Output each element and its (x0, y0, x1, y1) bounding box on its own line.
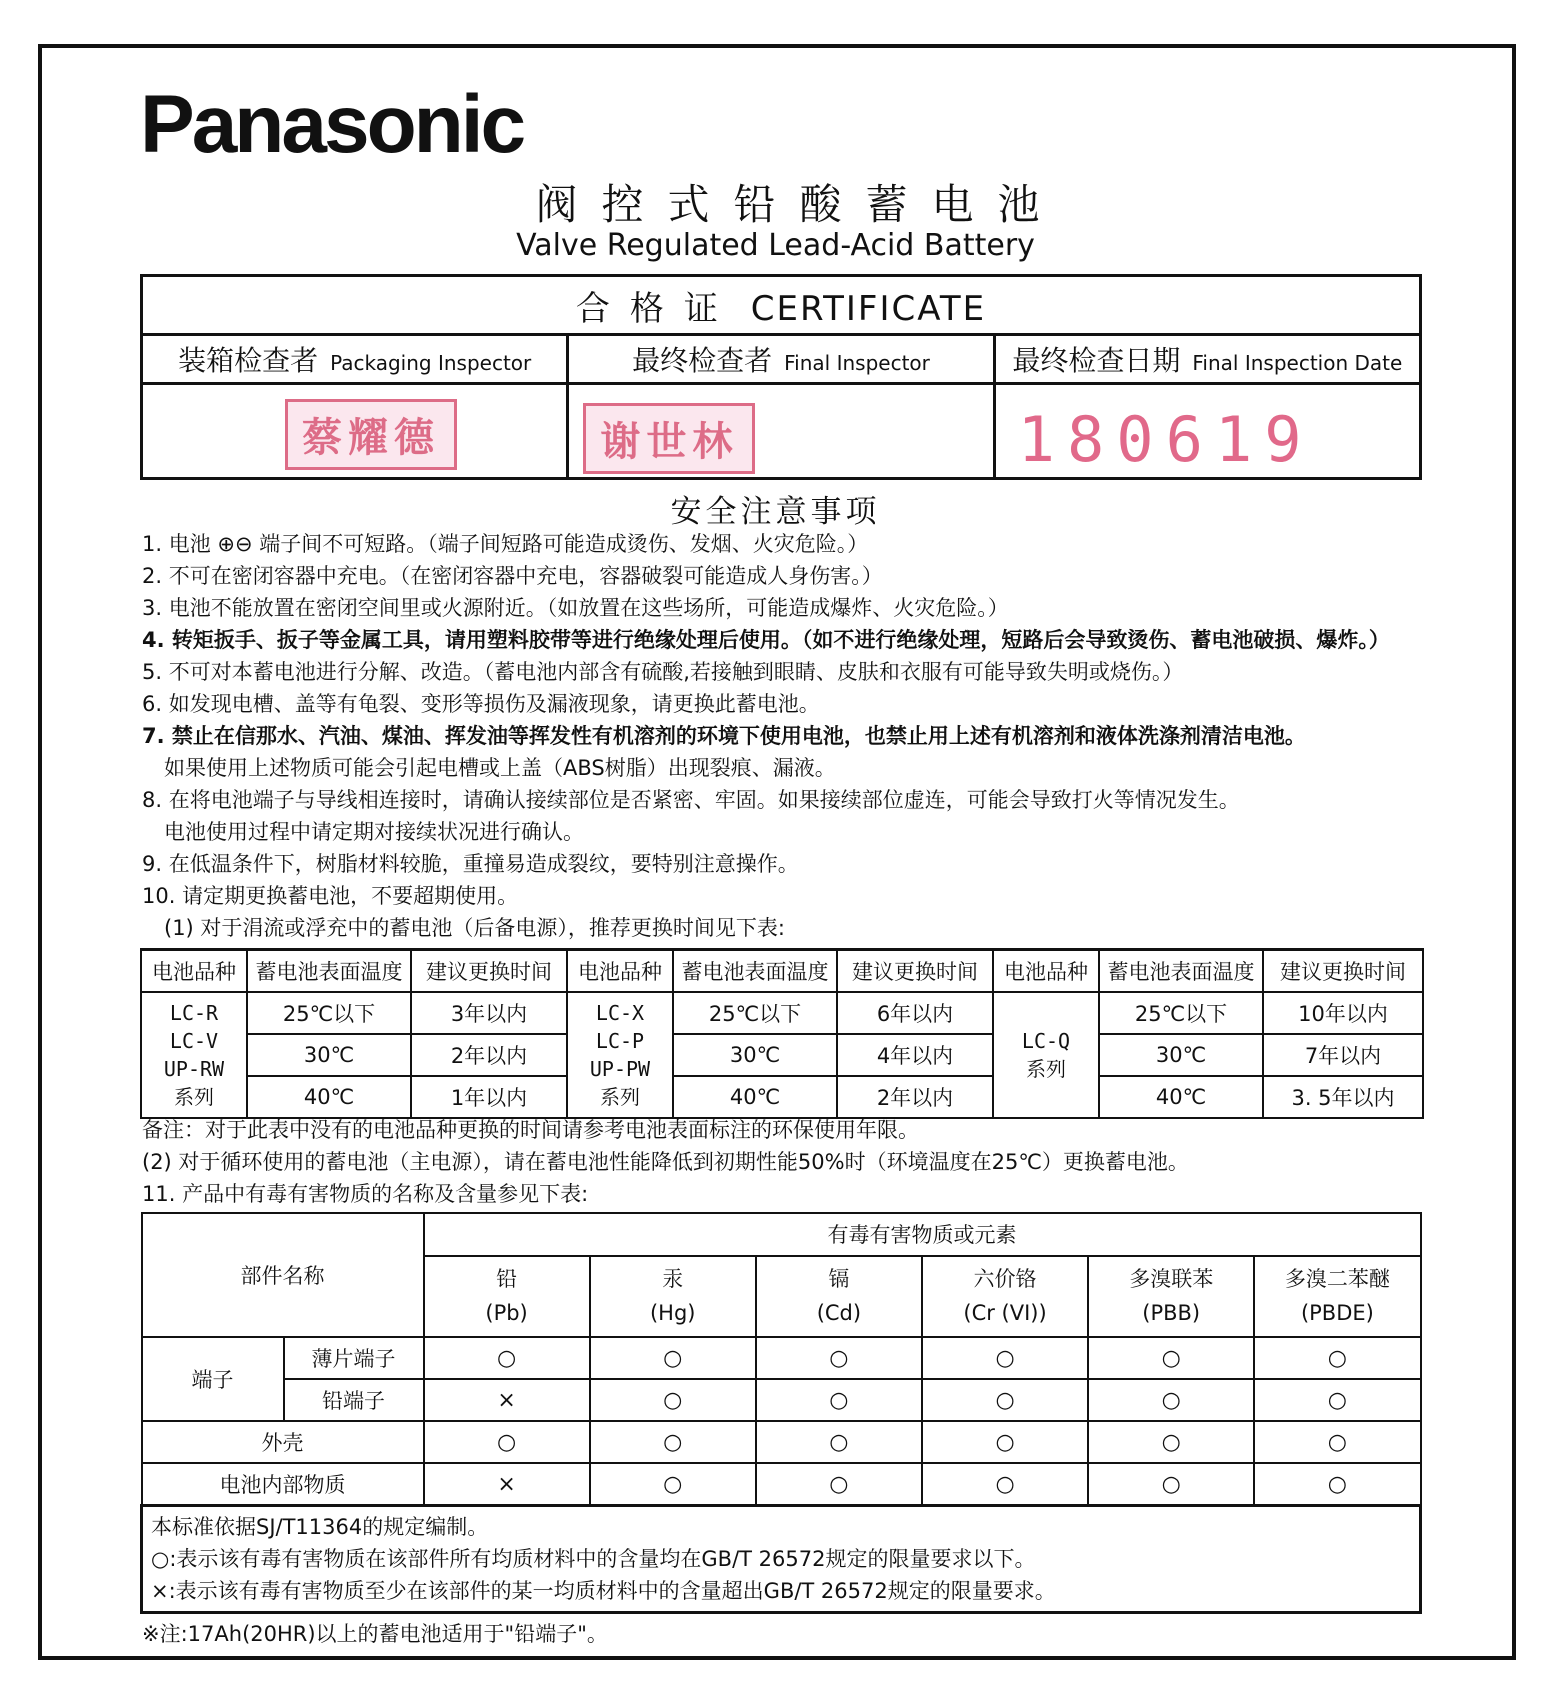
battery-model-name: LC-V (169, 1029, 219, 1053)
battery-model-name: 系列 (1026, 1057, 1066, 1081)
certificate-heading (142, 276, 1421, 335)
safety-item: 3. 电池不能放置在密闭空间里或火源附近。（如放置在这些场所，可能造成爆炸、火灾危险。） (142, 596, 1009, 620)
surface-temperature-cell: 30℃ (247, 1034, 411, 1076)
substance-content-mark: ○ (1088, 1421, 1254, 1463)
safety-item: 6. 如发现电槽、盖等有龟裂、变形等损伤及漏液现象，请更换此蓄电池。 (142, 692, 820, 716)
substance-content-mark: ○ (424, 1337, 590, 1379)
packaging-inspector-en: Packaging Inspector (330, 351, 532, 375)
final-stamp: 谢世林 (583, 403, 755, 474)
safety-item: (1) 对于涓流或浮充中的蓄电池（后备电源），推荐更换时间见下表: (164, 916, 785, 940)
substance-name: 汞 (662, 1267, 684, 1292)
substance-content-mark: ○ (1254, 1463, 1420, 1506)
replacement-time-cell: 10年以内 (1263, 992, 1423, 1034)
replacement-table (140, 948, 1424, 1119)
battery-model-cell (993, 992, 1099, 1118)
certificate-table (140, 274, 1422, 480)
safety-item: 4. 转矩扳手、扳子等金属工具，请用塑料胶带等进行绝缘处理后使用。（如不进行绝缘处理，短路后会导致烫伤、蓄电池破损、爆炸。） (142, 628, 1390, 652)
hazard-table (140, 1212, 1422, 1614)
final-note: ※注:17Ah(20HR)以上的蓄电池适用于"铅端子"。 (142, 1622, 608, 1646)
surface-temperature-cell: 40℃ (673, 1076, 837, 1118)
hazard-legend-line: 本标准依据SJ/T11364的规定编制。 (151, 1515, 489, 1539)
part-name-cell: 电池内部物质 (142, 1463, 424, 1506)
battery-model-name: UP-PW (589, 1057, 651, 1081)
safety-item: 如果使用上述物质可能会引起电槽或上盖（ABS树脂）出现裂痕、漏液。 (164, 756, 836, 780)
battery-model-cell (567, 992, 673, 1118)
final-stamp-cell (568, 384, 994, 479)
substance-header: 有毒有害物质或元素 (424, 1213, 1421, 1256)
substance-name: 六价铬 (973, 1267, 1037, 1292)
substance-header-cell (922, 1256, 1088, 1337)
substance-content-mark: ○ (756, 1463, 922, 1506)
surface-temperature-cell: 25℃以下 (673, 992, 837, 1034)
final-date-header (994, 335, 1420, 384)
title-english: Valve Regulated Lead-Acid Battery (516, 228, 1035, 263)
terminal-group-label: 端子 (142, 1337, 284, 1421)
substance-content-mark: ○ (1254, 1421, 1420, 1463)
replacement-time-cell: 2年以内 (411, 1034, 567, 1076)
note-line: 备注：对于此表中没有的电池品种更换的时间请参考电池表面标注的环保使用年限。 (142, 1118, 919, 1142)
notes-block (142, 1114, 1189, 1210)
substance-header-cell (590, 1256, 756, 1337)
substance-content-mark: ○ (1088, 1463, 1254, 1506)
surface-temperature-cell: 40℃ (1099, 1076, 1263, 1118)
final-inspector-header (568, 335, 994, 384)
certificate-heading-en: CERTIFICATE (750, 288, 987, 329)
substance-content-mark: ○ (922, 1463, 1088, 1506)
replacement-time-cell: 2年以内 (837, 1076, 993, 1118)
replacement-header-cell: 电池品种 (141, 950, 247, 993)
safety-item: 8. 在将电池端子与导线相连接时，请确认接续部位是否紧密、牢固。如果接续部位虚连，可能会导致打火等情况发生。 (142, 788, 1240, 812)
substance-content-mark: ○ (590, 1463, 756, 1506)
packaging-inspector-cn: 装箱检查者 (178, 344, 319, 377)
replacement-time-cell: 4年以内 (837, 1034, 993, 1076)
substance-symbol: (Cr (VI)) (963, 1301, 1047, 1326)
packaging-inspector-header (142, 335, 568, 384)
substance-content-mark: ○ (756, 1337, 922, 1379)
substance-symbol: (PBDE) (1300, 1301, 1374, 1326)
replacement-header-cell: 建议更换时间 (837, 950, 993, 993)
substance-header-cell (1254, 1256, 1420, 1337)
substance-header-cell (1088, 1256, 1254, 1337)
substance-content-mark: × (424, 1379, 590, 1421)
brand-logo: Panasonic (140, 79, 524, 170)
substance-content-mark: ○ (922, 1379, 1088, 1421)
final-inspector-en: Final Inspector (784, 351, 930, 375)
safety-item: 9. 在低温条件下，树脂材料较脆，重撞易造成裂纹，要特别注意操作。 (142, 852, 799, 876)
safety-item: 1. 电池 ⊕⊖ 端子间不可短路。（端子间短路可能造成烫伤、发烟、火灾危险。） (142, 532, 869, 556)
surface-temperature-cell: 30℃ (673, 1034, 837, 1076)
replacement-time-cell: 1年以内 (411, 1076, 567, 1118)
surface-temperature-cell: 40℃ (247, 1076, 411, 1118)
replacement-time-cell: 3. 5年以内 (1263, 1076, 1423, 1118)
battery-model-name: LC-R (169, 1001, 219, 1025)
replacement-time-cell: 6年以内 (837, 992, 993, 1034)
substance-content-mark: ○ (756, 1421, 922, 1463)
part-name-cell: 外壳 (142, 1421, 424, 1463)
replacement-header-cell: 电池品种 (993, 950, 1099, 993)
replacement-header-cell: 蓄电池表面温度 (247, 950, 411, 993)
surface-temperature-cell: 25℃以下 (1099, 992, 1263, 1034)
substance-symbol: (Hg) (649, 1301, 696, 1326)
replacement-time-cell: 3年以内 (411, 992, 567, 1034)
substance-content-mark: ○ (1254, 1379, 1420, 1421)
substance-content-mark: ○ (1088, 1379, 1254, 1421)
safety-item: 2. 不可在密闭容器中充电。（在密闭容器中充电，容器破裂可能造成人身伤害。） (142, 564, 883, 588)
safety-item: 7. 禁止在信那水、汽油、煤油、挥发油等挥发性有机溶剂的环境下使用电池，也禁止用上述有机溶剂和液体洗涤剂清洁电池。 (142, 724, 1306, 748)
substance-name: 镉 (828, 1267, 850, 1292)
hazard-legend-line: ×:表示该有毒有害物质至少在该部件的某一均质材料中的含量超出GB/T 26572规定的限量要求。 (151, 1579, 1056, 1603)
substance-content-mark: ○ (590, 1379, 756, 1421)
substance-name: 多溴二苯醚 (1284, 1267, 1390, 1292)
part-name-header: 部件名称 (142, 1213, 424, 1337)
battery-model-name: 系列 (174, 1085, 214, 1109)
title-chinese: 阀控式铅酸蓄电池 (535, 180, 1064, 229)
battery-model-name: LC-Q (1021, 1029, 1071, 1053)
surface-temperature-cell: 30℃ (1099, 1034, 1263, 1076)
safety-item: 5. 不可对本蓄电池进行分解、改造。（蓄电池内部含有硫酸,若接触到眼睛、皮肤和衣服有可能导致失明或烧伤。） (142, 660, 1184, 684)
note-line: 11. 产品中有毒有害物质的名称及含量参见下表: (142, 1182, 589, 1206)
safety-title: 安全注意事项 (670, 494, 881, 530)
battery-model-name: LC-X (595, 1001, 645, 1025)
surface-temperature-cell: 25℃以下 (247, 992, 411, 1034)
substance-header-cell (756, 1256, 922, 1337)
substance-content-mark: ○ (756, 1379, 922, 1421)
replacement-header-cell: 电池品种 (567, 950, 673, 993)
battery-model-name: LC-P (595, 1029, 645, 1053)
final-date-en: Final Inspection Date (1192, 351, 1403, 375)
hazard-legend (142, 1506, 1421, 1613)
substance-content-mark: ○ (922, 1337, 1088, 1379)
final-date-cell (994, 384, 1420, 479)
substance-header-cell (424, 1256, 590, 1337)
replacement-header-cell: 蓄电池表面温度 (1099, 950, 1263, 993)
replacement-time-cell: 7年以内 (1263, 1034, 1423, 1076)
replacement-header-cell: 建议更换时间 (411, 950, 567, 993)
final-inspector-cn: 最终检查者 (632, 344, 773, 377)
hazard-legend-line: ○:表示该有毒有害物质在该部件所有均质材料中的含量均在GB/T 26572规定的限量要求以下。 (151, 1547, 1036, 1571)
final-date-cn: 最终检查日期 (1012, 344, 1181, 377)
battery-model-name: UP-RW (163, 1057, 225, 1081)
battery-model-name: 系列 (600, 1085, 640, 1109)
safety-item: 电池使用过程中请定期对接续状况进行确认。 (164, 820, 584, 844)
substance-content-mark: ○ (590, 1337, 756, 1379)
final-date-value: 180619 (1017, 403, 1314, 476)
substance-content-mark: ○ (424, 1421, 590, 1463)
substance-content-mark: ○ (590, 1421, 756, 1463)
packaging-stamp-cell (142, 384, 568, 479)
substance-content-mark: ○ (922, 1421, 1088, 1463)
substance-name: 多溴联苯 (1129, 1267, 1214, 1292)
safety-item: 10. 请定期更换蓄电池，不要超期使用。 (142, 884, 519, 908)
battery-model-cell (141, 992, 247, 1118)
substance-content-mark: × (424, 1463, 590, 1506)
note-line: (2) 对于循环使用的蓄电池（主电源），请在蓄电池性能降低到初期性能50%时（环境温度在25℃）更换蓄电池。 (142, 1150, 1189, 1174)
packaging-stamp: 蔡耀德 (285, 399, 457, 470)
substance-content-mark: ○ (1254, 1337, 1420, 1379)
part-name-cell: 铅端子 (284, 1379, 424, 1421)
safety-list (142, 528, 1442, 944)
part-name-cell: 薄片端子 (284, 1337, 424, 1379)
substance-symbol: (PBB) (1142, 1301, 1201, 1326)
substance-symbol: (Pb) (485, 1301, 528, 1326)
certificate-heading-cn: 合格证 (575, 288, 738, 329)
substance-content-mark: ○ (1088, 1337, 1254, 1379)
substance-name: 铅 (496, 1267, 518, 1292)
replacement-header-cell: 蓄电池表面温度 (673, 950, 837, 993)
substance-symbol: (Cd) (816, 1301, 862, 1326)
replacement-header-cell: 建议更换时间 (1263, 950, 1423, 993)
